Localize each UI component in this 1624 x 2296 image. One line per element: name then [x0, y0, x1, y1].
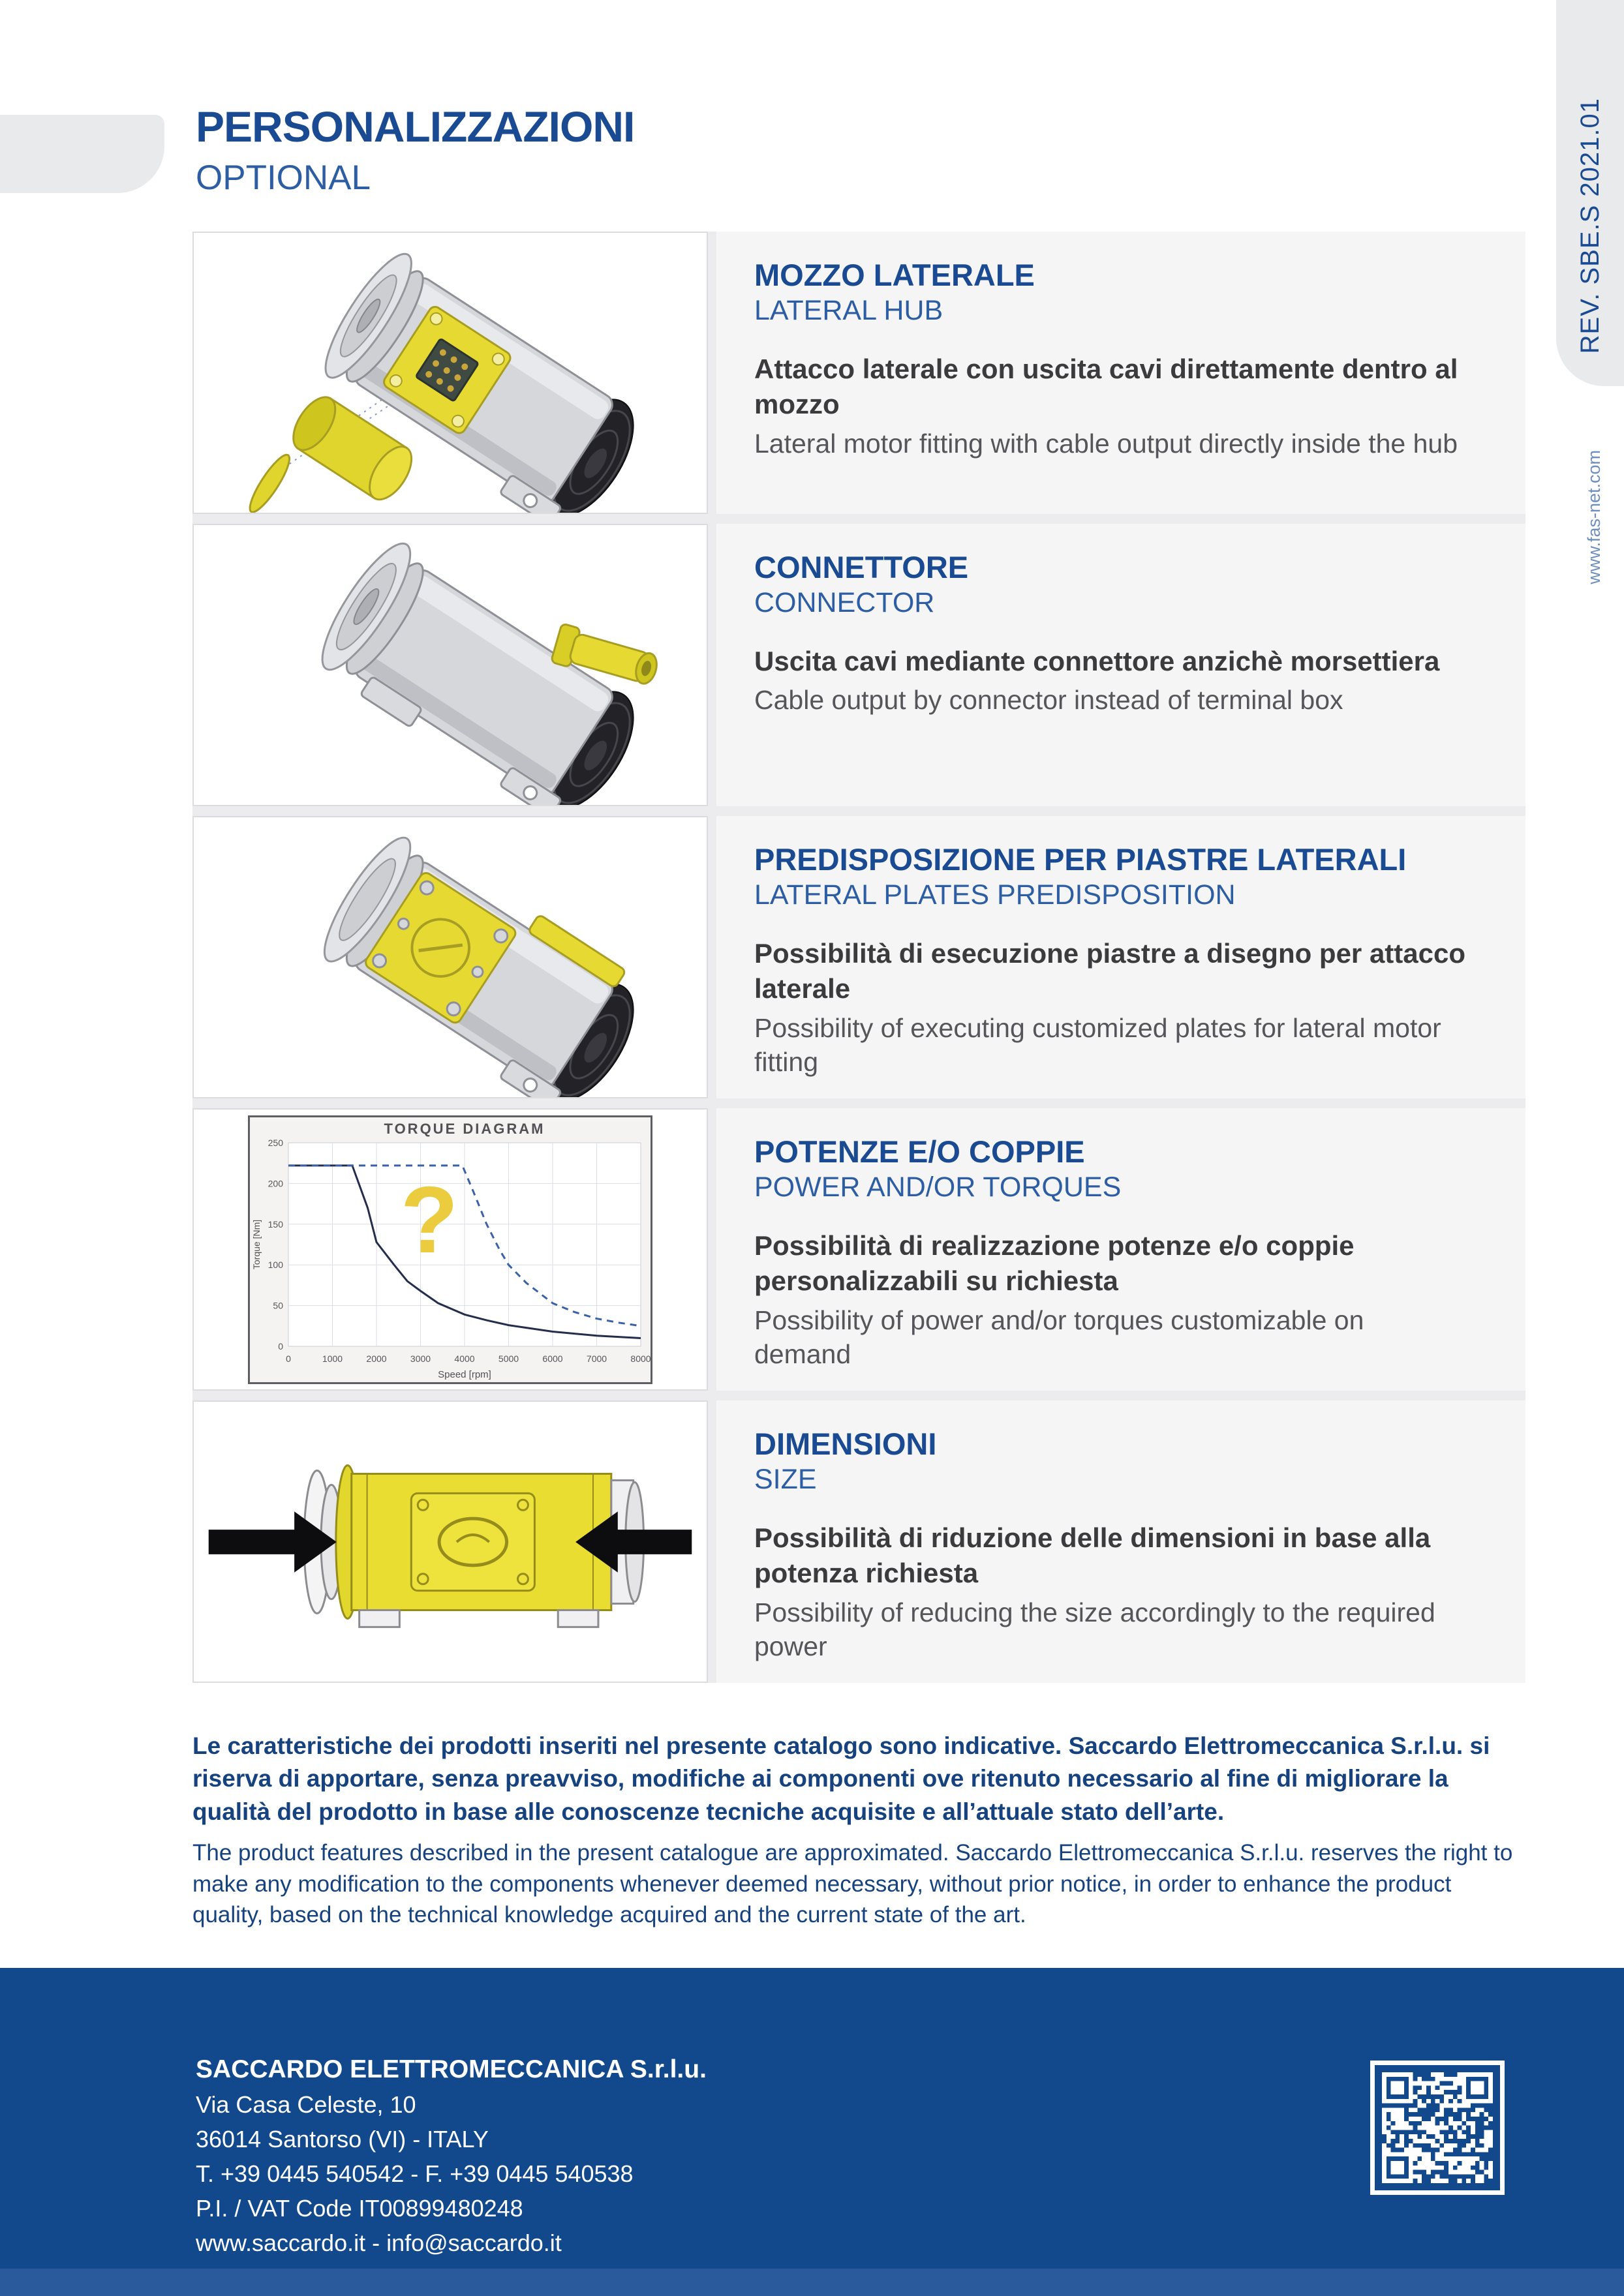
size-text-panel — [716, 1400, 1525, 1683]
connector-text-panel — [716, 524, 1525, 806]
lateral-plates-image-panel — [192, 816, 708, 1098]
option-title-en: SIZE — [754, 1463, 817, 1495]
left-corner-tab — [0, 115, 164, 193]
lateral-hub-image-panel — [192, 232, 708, 514]
option-title-en: LATERAL PLATES PREDISPOSITION — [754, 879, 1236, 911]
page-header — [196, 102, 634, 198]
disclaimer-block — [192, 1730, 1527, 1931]
option-title-en: POWER AND/OR TORQUES — [754, 1171, 1122, 1203]
svg-text:4000: 4000 — [454, 1353, 475, 1364]
option-row-lateral-plates — [192, 816, 1525, 1098]
svg-text:200: 200 — [268, 1177, 283, 1188]
company-info-block — [196, 2055, 707, 2257]
svg-text:3000: 3000 — [410, 1353, 431, 1364]
qr-code-icon — [1370, 2061, 1505, 2195]
option-desc-it: Possibilità di riduzione delle dimensioni in base alla potenza richiesta — [754, 1522, 1431, 1589]
option-title-it: PREDISPOSIZIONE PER PIASTRE LATERALI — [754, 842, 1407, 877]
option-desc-it: Possibilità di esecuzione piastre a disegno per attacco laterale — [754, 937, 1466, 1004]
svg-text:50: 50 — [273, 1300, 283, 1311]
page-title: PERSONALIZZAZIONI — [196, 102, 635, 151]
option-desc-it: Uscita cavi mediante connettore anzichè morsettiera — [754, 645, 1440, 676]
fas-net-url: www.fas-net.com — [1584, 450, 1604, 584]
motor-with-lateral-plate-illustration — [196, 818, 705, 1097]
option-desc-en: Possibility of reducing the size accordingly to the required power — [754, 1597, 1435, 1662]
svg-text:0: 0 — [278, 1340, 283, 1352]
svg-text:150: 150 — [268, 1218, 283, 1230]
option-desc-en: Possibility of executing customized plates for lateral motor fitting — [754, 1012, 1441, 1078]
power-torques-text-panel — [716, 1108, 1525, 1391]
disclaimer-italian: Le caratteristiche dei prodotti inseriti nel presente catalogo sono indicative. Saccardo Elettromeccanica S.r.l.u. si riserva di apportare, senza preavviso, modifiche ai componenti ove ritenuto necessario al fine di migliorare la qualità del prodotto in base alle conoscenze tecniche acquisite e all’attuale stato dell’arte. — [192, 1732, 1490, 1825]
lateral-plates-text-panel — [716, 816, 1525, 1098]
option-title-it: CONNETTORE — [754, 550, 969, 584]
svg-text:6000: 6000 — [542, 1353, 563, 1364]
torque-diagram-panel — [192, 1108, 708, 1391]
option-row-lateral-hub — [192, 232, 1525, 514]
connector-image-panel — [192, 524, 708, 806]
option-row-connector — [192, 524, 1525, 806]
exploded-motor-lateral-hub-illustration — [196, 234, 705, 513]
chart-ylabel: Torque [Nm] — [251, 1219, 262, 1269]
footer — [0, 1968, 1624, 2296]
option-title-it: POTENZE E/O COPPIE — [754, 1134, 1085, 1169]
motor-size-reduction-illustration — [196, 1402, 705, 1682]
option-title-en: CONNECTOR — [754, 586, 935, 618]
options-list — [192, 232, 1525, 1683]
option-desc-en: Cable output by connector instead of terminal box — [754, 685, 1343, 716]
svg-text:1000: 1000 — [322, 1353, 343, 1364]
company-address-line1: Via Casa Celeste, 10 — [196, 2091, 416, 2118]
company-web-email: www.saccardo.it - info@saccardo.it — [196, 2229, 562, 2256]
chart-title: TORQUE DIAGRAM — [384, 1120, 545, 1137]
svg-text:?: ? — [400, 1166, 459, 1273]
option-title-it: MOZZO LATERALE — [754, 258, 1035, 292]
svg-text:2000: 2000 — [366, 1353, 387, 1364]
disclaimer-english: The product features described in the present catalogue are approximated. Saccardo Elettromeccanica S.r.l.u. reserves the right to make any modification to the components whenever deemed necessary, without prior notice, in order to enhance the product quality, based on the technical knowledge acquired and the current state of the art. — [192, 1839, 1513, 1928]
svg-text:0: 0 — [286, 1353, 291, 1364]
motor-with-connector-illustration — [196, 526, 705, 805]
size-image-panel — [192, 1400, 708, 1683]
option-desc-en: Lateral motor fitting with cable output directly inside the hub — [754, 428, 1458, 459]
company-address-line2: 36014 Santorso (VI) - ITALY — [196, 2126, 489, 2152]
svg-text:7000: 7000 — [586, 1353, 607, 1364]
svg-text:100: 100 — [268, 1259, 283, 1270]
torque-diagram-chart — [248, 1115, 652, 1384]
option-row-power-torques — [192, 1108, 1525, 1391]
svg-text:8000: 8000 — [630, 1353, 651, 1364]
option-row-size — [192, 1400, 1525, 1683]
footer-bottom-strip — [0, 2269, 1624, 2296]
company-vat: P.I. / VAT Code IT00899480248 — [196, 2195, 523, 2222]
option-desc-en: Possibility of power and/or torques customizable on demand — [754, 1305, 1364, 1370]
svg-text:250: 250 — [268, 1137, 283, 1148]
chart-xlabel: Speed [rpm] — [438, 1368, 491, 1380]
option-title-en: LATERAL HUB — [754, 294, 943, 326]
option-desc-it: Attacco laterale con uscita cavi direttamente dentro al mozzo — [754, 353, 1458, 420]
revision-tab — [1556, 0, 1624, 386]
lateral-hub-text-panel — [716, 232, 1525, 514]
company-phone-fax: T. +39 0445 540542 - F. +39 0445 540538 — [196, 2160, 634, 2187]
option-title-it: DIMENSIONI — [754, 1427, 937, 1461]
page-subtitle: OPTIONAL — [196, 159, 371, 197]
revision-label: REV. SBE.S 2021.01 — [1575, 97, 1604, 354]
option-desc-it: Possibilità di realizzazione potenze e/o coppie personalizzabili su richiesta — [754, 1230, 1355, 1297]
company-name: SACCARDO ELETTROMECCANICA S.r.l.u. — [196, 2055, 707, 2083]
svg-text:5000: 5000 — [498, 1353, 519, 1364]
